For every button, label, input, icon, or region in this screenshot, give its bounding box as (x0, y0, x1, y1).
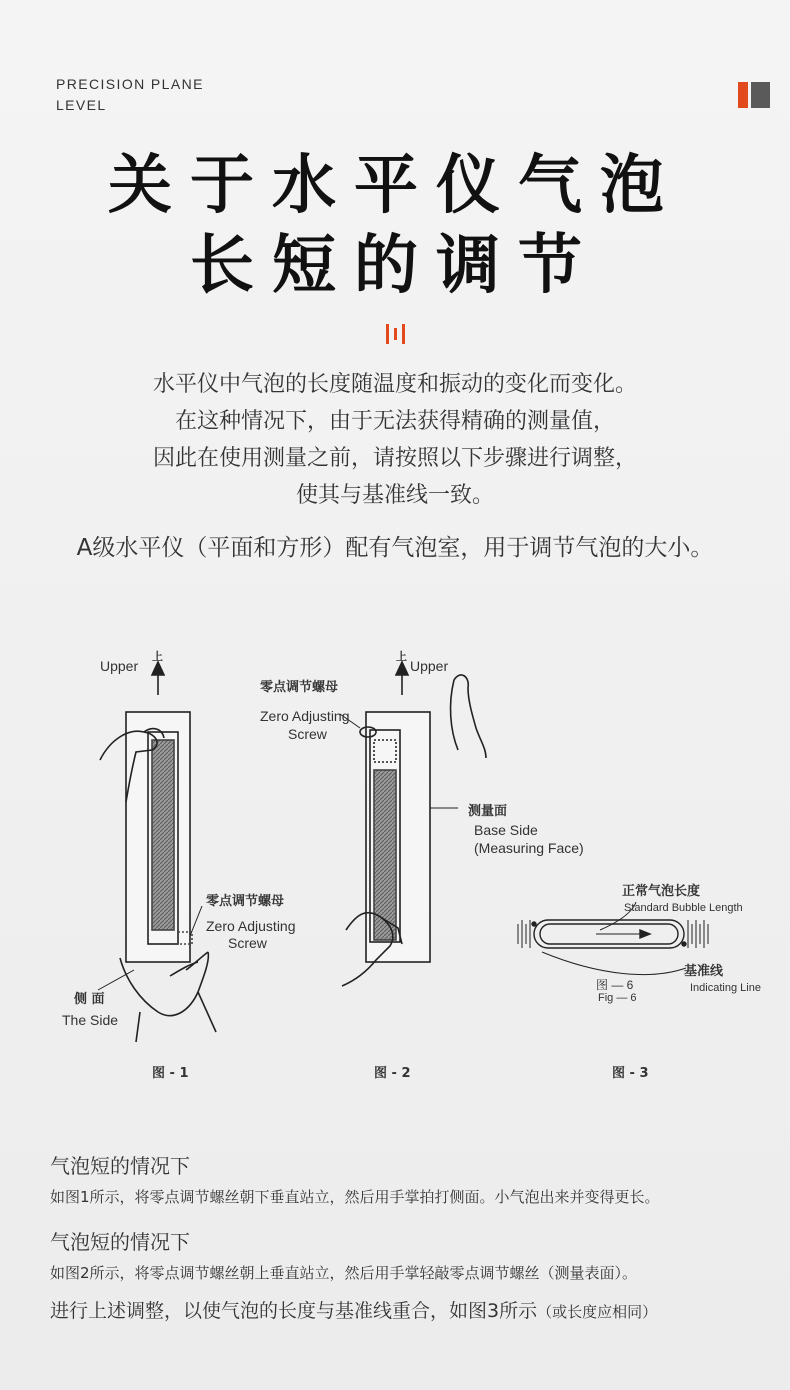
fig1-screw-en-label-2: Screw (228, 935, 267, 951)
accent-divider-icon (384, 324, 408, 344)
fig2-upper-cn-label: 上 (396, 650, 407, 663)
intro-line: 使其与基准线一致。 (295, 483, 494, 508)
fig1-upper-label: Upper (100, 658, 139, 674)
fig1-side-cn-label: 侧 面 (74, 992, 105, 1007)
fig3-fig-en-label: Fig — 6 (598, 992, 637, 1004)
figure-3-caption: 图 - 3 (612, 1066, 649, 1081)
intro-note: A级水平仪（平面和方形）配有气泡室，用于调节气泡的大小。 (76, 535, 714, 561)
fig3-indicating-en-label: Indicating Line (690, 982, 761, 994)
intro-line: 在这种情况下，由于无法获得精确的测量值， (174, 409, 615, 434)
fig1-side-en-label: The Side (62, 1012, 119, 1028)
page-title-line-2: 长短的调节 (190, 229, 600, 303)
final-main-text: 进行上述调整，以使气泡的长度与基准线重合，如图3所示 (50, 1300, 538, 1322)
final-instruction (50, 1296, 657, 1323)
note-1-heading: 气泡短的情况下 (50, 1154, 190, 1178)
brand-logo-mark (738, 82, 770, 108)
brand-line-1: PRECISION PLANE (56, 76, 204, 92)
figure-2-drawing (340, 662, 486, 986)
figure-area (40, 640, 770, 1060)
fig2-base-en-label-2: (Measuring Face) (474, 840, 584, 856)
fig3-indicating-cn-label: 基准线 (684, 964, 724, 979)
figures-illustration (40, 640, 770, 1060)
fig2-screw-cn-label: 零点调节螺母 (260, 680, 339, 695)
figure-1-caption: 图 - 1 (152, 1066, 189, 1081)
figure-2-caption: 图 - 2 (374, 1066, 411, 1081)
fig1-upper-cn-label: 上 (152, 650, 163, 663)
page-title-line-1: 关于水平仪气泡 (108, 149, 682, 223)
intro-paragraph (0, 366, 790, 514)
fig1-screw-en-label: Zero Adjusting (206, 918, 296, 934)
fig3-standard-cn-label: 正常气泡长度 (622, 884, 701, 899)
final-small-text: （或长度应相同） (537, 1303, 658, 1321)
fig2-screw-en-label: Zero Adjusting (260, 708, 350, 724)
fig3-fig-cn-label: 图 — 6 (596, 978, 634, 992)
brand-line-2: LEVEL (56, 97, 107, 113)
fig2-screw-en-label-2: Screw (288, 726, 327, 742)
fig2-upper-label: Upper (410, 658, 449, 674)
brand-name (56, 74, 204, 116)
note-1-text: 如图1所示，将零点调节螺丝朝下垂直站立，然后用手掌拍打侧面。小气泡出来并变得更长。 (50, 1188, 660, 1206)
fig2-base-en-label: Base Side (474, 822, 538, 838)
intro-line: 水平仪中气泡的长度随温度和振动的变化而变化。 (152, 372, 637, 397)
figure-1-drawing (98, 662, 216, 1042)
intro-line: 因此在使用测量之前，请按照以下步骤进行调整， (152, 446, 637, 471)
fig1-screw-cn-label: 零点调节螺母 (206, 894, 285, 909)
fig3-standard-en-label: Standard Bubble Length (624, 902, 743, 914)
fig2-base-cn-label: 测量面 (468, 804, 508, 819)
note-2-text: 如图2所示，将零点调节螺丝朝上垂直站立，然后用手掌轻敲零点调节螺丝（测量表面）。 (50, 1264, 638, 1282)
note-2-heading: 气泡短的情况下 (50, 1230, 190, 1254)
